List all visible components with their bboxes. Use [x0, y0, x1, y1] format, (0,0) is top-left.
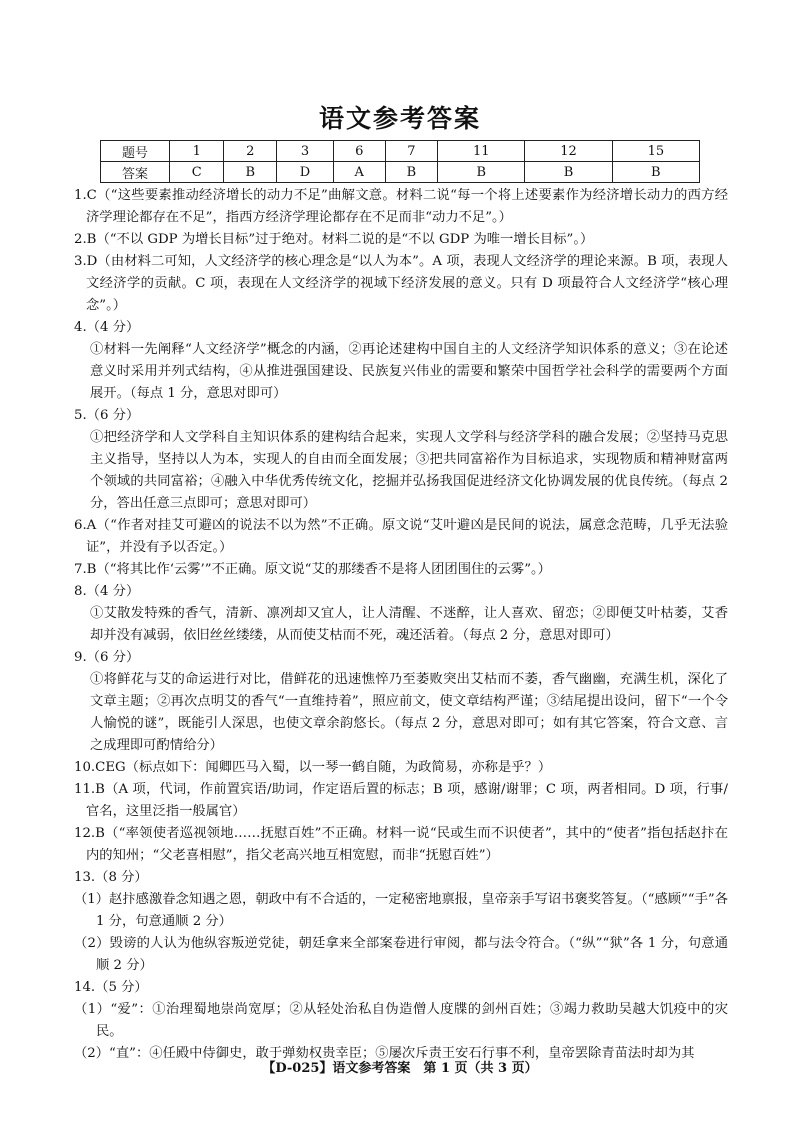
answer-item-14-2: （2）“直”：④任殿中侍御史，敢于弹劾权贵幸臣；⑤屡次斥责王安石行事不利，皇帝罢除青苗法时却为其	[74, 1046, 695, 1061]
answer-item-8: ①艾散发特殊的香气，清新、凛冽却又宜人，让人清醒、不迷醉，让人喜欢、留恋；②即便艾叶枯萎，艾香却并没有减弱，依旧丝丝缕缕，从而使艾枯而不死，魂还活着。（每点 2 分，意思对即可）	[90, 606, 728, 643]
answer-item-7: 7.B（“将其比作‘云雾’”不正确。原文说“艾的那缕香不是将人团团围住的云雾”。）	[74, 562, 551, 577]
table-header-number: 题号	[101, 141, 170, 162]
answer-item-11: 11.B（A 项，代词，作前置宾语/助词，作定语后置的标志；B 项，感谢/谢罪；C 项，两者相同。D 项，行事/官名，这里泛指一般属官）	[74, 782, 728, 819]
table-row-numbers	[101, 141, 700, 162]
answer-item-4: ①材料一先阐释“人文经济学”概念的内涵，②再论述建构中国自主的人文经济学知识体系的意义；③在论述意义时采用并列式结构，④从推进强国建设、民族复兴伟业的需要和繁荣中国哲学社会科学的需要两个方面展开。（每点 1 分，意思对即可）	[90, 342, 728, 401]
table-cell-answer: B	[525, 162, 612, 183]
answer-item-12: 12.B（“率领使者巡视领地……抚慰百姓”不正确。材料一说“民或生而不识使者”，其中的“使者”指包括赵抃在内的知州；“父老喜相慰”，指父老高兴地互相宽慰，而非“抚慰百姓”）	[74, 826, 728, 863]
answer-item-10: 10.CEG（标点如下：闻卿匹马入蜀，以一琴一鹤自随，为政简易，亦称是乎？）	[74, 760, 552, 775]
question-heading-13: 13.（8 分）	[74, 870, 148, 885]
answer-item-2: 2.B（“不以 GDP 为增长目标”过于绝对。材料二说的是“不以 GDP 为唯一增长目标”。）	[74, 232, 594, 247]
table-cell-answer: A	[333, 162, 385, 183]
table-cell-number: 11	[438, 141, 525, 162]
table-cell-number: 7	[385, 141, 438, 162]
answer-item-13-1: （1）赵抃感激眷念知遇之恩，朝政中有不合适的，一定秘密地禀报，皇帝亲手写诏书褒奖答复。（“感顾”“手”各 1 分，句意通顺 2 分）	[74, 892, 728, 929]
answer-item-3: 3.D（由材料二可知，人文经济学的核心理念是“以人为本”。A 项，表现人文经济学的理论来源。B 项，表现人文经济学的贡献。C 项，表现在人文经济学的视域下经济发展的意义。只有 D 项最符合人文经济学“核心理念”。）	[74, 254, 728, 313]
answer-item-14-1: （1）“爱”：①治理蜀地崇尚宽厚；②从轻处治私自伪造僧人度牒的剑州百姓；③竭力救助吴越大饥疫中的灾民。	[74, 1002, 728, 1039]
answer-item-13-2: （2）毁谤的人认为他纵容叛逆党徒，朝廷拿来全部案卷进行审阅，都与法令符合。（“纵”“狱”各 1 分，句意通顺 2 分）	[74, 936, 728, 973]
table-cell-number: 6	[333, 141, 385, 162]
answer-item-5: ①把经济学和人文学科自主知识体系的建构结合起来，实现人文学科与经济学科的融合发展；②坚持马克思主义指导，坚持以人为本，实现人的自由而全面发展；③把共同富裕作为目标追求，实现物质和精神财富两个领域的共同富裕；④融入中华优秀传统文化，挖掘并弘扬我国促进经济文化协调发展的优良传统。（每点 2 分，答出任意三点即可；意思对即可）	[90, 430, 728, 511]
question-heading-14: 14.（5 分）	[74, 980, 148, 995]
table-cell-answer: D	[277, 162, 334, 183]
table-cell-answer: B	[612, 162, 699, 183]
table-cell-number: 3	[277, 141, 334, 162]
question-heading-4: 4.（4 分）	[74, 320, 140, 335]
table-cell-answer: B	[438, 162, 525, 183]
table-row-answers	[101, 162, 700, 183]
table-cell-number: 1	[170, 141, 224, 162]
answer-content	[74, 185, 728, 1065]
answer-item-1: 1.C（“这些要素推动经济增长的动力不足”曲解文意。材料二说“每一个将上述要素作为经济增长动力的西方经济学理论都存在不足”，指西方经济学理论都存在不足而非“动力不足”。）	[74, 188, 728, 225]
answer-table	[100, 140, 700, 183]
answer-item-9: ①将鲜花与艾的命运进行对比，借鲜花的迅速憔悴乃至萎败突出艾枯而不萎，香气幽幽，充满生机，深化了文章主题；②再次点明艾的香气“一直维持着”，照应前文，使文章结构严谨；③结尾提出设问，留下“一个令人愉悦的谜”，既能引人深思，也使文章余韵悠长。（每点 2 分，意思对即可；如有其它答案，符合文意、言之成理即可酌情给分）	[90, 672, 728, 753]
table-cell-number: 2	[224, 141, 277, 162]
page-footer: 【D-025】语文参考答案 第 1 页（共 3 页）	[262, 1061, 538, 1076]
table-cell-answer: B	[385, 162, 438, 183]
table-cell-number: 12	[525, 141, 612, 162]
table-cell-number: 15	[612, 141, 699, 162]
table-cell-answer: C	[170, 162, 224, 183]
answer-item-6: 6.A（“作者对挂艾可避凶的说法不以为然”不正确。原文说“艾叶避凶是民间的说法，属意念范畴，几乎无法验证”，并没有予以否定。）	[74, 518, 728, 555]
question-heading-5: 5.（6 分）	[74, 408, 140, 423]
table-header-answer: 答案	[101, 162, 170, 183]
question-heading-8: 8.（4 分）	[74, 584, 140, 599]
page-title: 语文参考答案	[318, 104, 481, 133]
table-cell-answer: B	[224, 162, 277, 183]
question-heading-9: 9.（6 分）	[74, 650, 140, 665]
